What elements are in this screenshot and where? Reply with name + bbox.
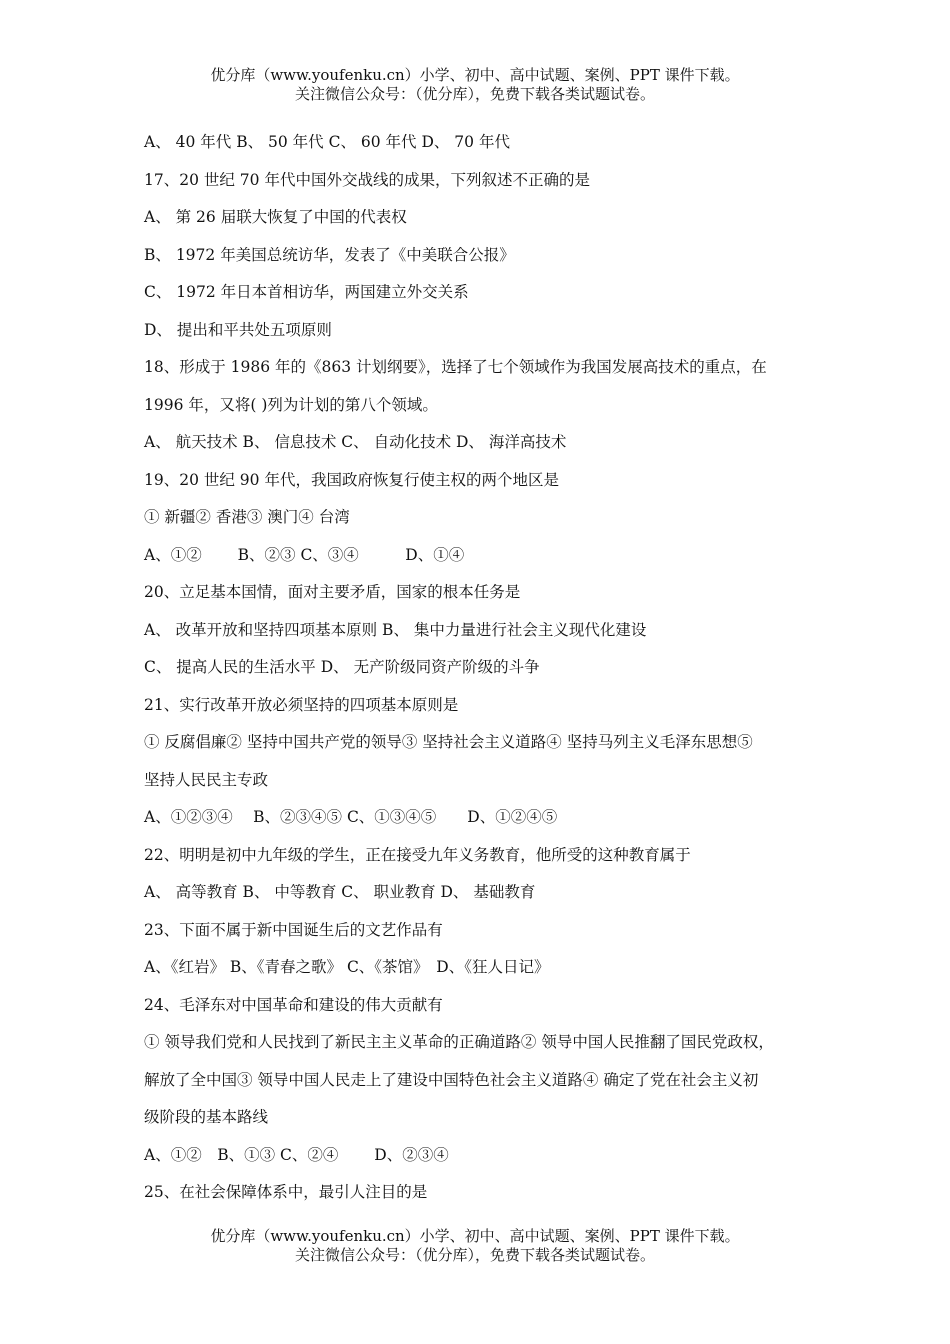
option-line: A、 第 26 届联大恢复了中国的代表权 — [144, 208, 407, 226]
question-18: 18、形成于 1986 年的《863 计划纲要》，选择了七个领域作为我国发展高技术的重点，在 — [144, 358, 767, 376]
text-line: A、 40 年代 B、 50 年代 C、 60 年代 D、 70 年代 — [144, 133, 510, 151]
option-line: C、 提高人民的生活水平 D、 无产阶级同资产阶级的斗争 — [144, 658, 540, 676]
question-20: 20、立足基本国情，面对主要矛盾，国家的根本任务是 — [144, 583, 521, 601]
question-22: 22、明明是初中九年级的学生，正在接受九年义务教育，他所受的这种教育属于 — [144, 845, 691, 864]
header-line-2: 关注微信公众号：（优分库），免费下载各类试题试卷。 — [294, 85, 655, 103]
document-body — [144, 124, 824, 1212]
option-line: A、 航天技术 B、 信息技术 C、 自动化技术 D、 海洋高技术 — [144, 433, 567, 451]
footer-line-1: 优分库（www.youfenku.cn）小学、初中、高中试题、案例、PPT 课件下载。 — [210, 1227, 740, 1245]
option-line: A、①② B、②③ C、③④ D、①④ — [144, 545, 465, 564]
question-23: 23、下面不属于新中国诞生后的文艺作品有 — [144, 920, 443, 939]
text-line: 级阶段的基本路线 — [144, 1108, 269, 1126]
text-line: ① 反腐倡廉② 坚持中国共产党的领导③ 坚持社会主义道路④ 坚持马列主义毛泽东思想⑤ — [144, 733, 753, 751]
option-line: B、 1972 年美国总统访华，发表了《中美联合公报》 — [144, 245, 515, 264]
option-line: A、 高等教育 B、 中等教育 C、 职业教育 D、 基础教育 — [144, 883, 536, 901]
question-25: 25、在社会保障体系中，最引人注目的是 — [144, 1183, 428, 1201]
page-header — [0, 66, 950, 104]
header-line-1: 优分库（www.youfenku.cn）小学、初中、高中试题、案例、PPT 课件下载。 — [210, 66, 740, 84]
footer-line-2: 关注微信公众号：（优分库），免费下载各类试题试卷。 — [294, 1246, 655, 1264]
option-line: A、①②③④ B、②③④⑤ C、①③④⑤ D、①②④⑤ — [144, 808, 558, 826]
question-17: 17、20 世纪 70 年代中国外交战线的成果，下列叙述不正确的是 — [144, 170, 590, 189]
option-line: A、《红岩》 B、《青春之歌》 C、《茶馆》 D、《狂人日记》 — [144, 958, 550, 976]
page-footer — [0, 1227, 950, 1265]
text-line: ① 领导我们党和人民找到了新民主主义革命的正确道路② 领导中国人民推翻了国民党政权， — [144, 1033, 774, 1051]
text-line: 坚持人民民主专政 — [144, 770, 269, 789]
question-21: 21、实行改革开放必须坚持的四项基本原则是 — [144, 695, 459, 714]
text-line: ① 新疆② 香港③ 澳门④ 台湾 — [144, 508, 350, 526]
option-line: D、 提出和平共处五项原则 — [144, 320, 332, 339]
question-24: 24、毛泽东对中国革命和建设的伟大贡献有 — [144, 995, 443, 1014]
option-line: A、 改革开放和坚持四项基本原则 B、 集中力量进行社会主义现代化建设 — [144, 620, 647, 639]
option-line: A、①② B、①③ C、②④ D、②③④ — [144, 1145, 449, 1164]
text-line: 解放了全中国③ 领导中国人民走上了建设中国特色社会主义道路④ 确定了党在社会主义初 — [144, 1070, 759, 1089]
question-19: 19、20 世纪 90 年代，我国政府恢复行使主权的两个地区是 — [144, 470, 559, 489]
text-line: 1996 年，又将( )列为计划的第八个领域。 — [144, 395, 438, 414]
option-line: C、 1972 年日本首相访华，两国建立外交关系 — [144, 283, 469, 301]
